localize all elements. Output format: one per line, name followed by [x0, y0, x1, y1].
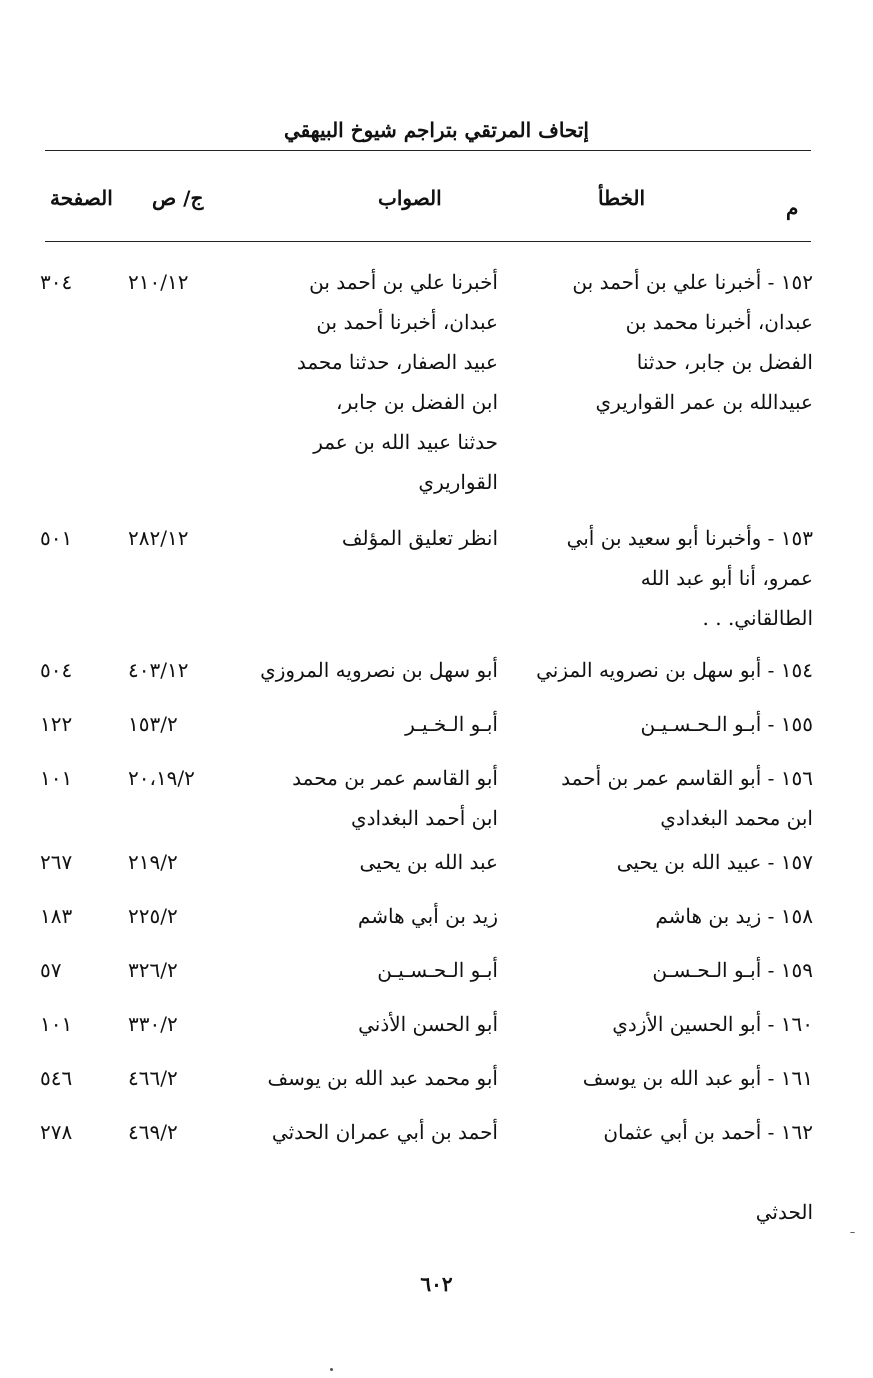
page-cell: ٣٠٤	[40, 270, 73, 294]
page-cell: ٥٠١	[40, 526, 73, 550]
page-cell: ١٨٣	[40, 904, 73, 928]
error-cell: ١٥٤ - أبو سهل بن نصرويه المزني	[536, 658, 813, 682]
page-cell: ٢٧٨	[40, 1120, 73, 1144]
error-cell: ١٦٠ - أبو الحسين الأزدي	[612, 1012, 813, 1036]
correct-cell: زيد بن أبي هاشم	[357, 904, 498, 928]
error-cell: ١٥٢ - أخبرنا علي بن أحمد بن عبدان، أخبرنا محمد بن الفضل بن جابر، حدثنا عبيدالله بن عمر القواريري	[572, 270, 813, 414]
correct-cell: أبو القاسم عمر بن محمد ابن أحمد البغدادي	[292, 766, 498, 830]
vol-page-cell: ٢٨٢/١٢	[128, 526, 189, 550]
correct-cell: أحمد بن أبي عمران الحدثي	[271, 1120, 498, 1144]
header-number: م	[786, 196, 799, 220]
vol-page-cell: ٤٠٣/١٢	[128, 658, 189, 682]
correct-cell: أبو محمد عبد الله بن يوسف	[267, 1066, 498, 1090]
top-rule	[45, 150, 811, 151]
correct-cell: انظر تعليق المؤلف	[341, 526, 498, 550]
vol-page-cell: ٤٦٦/٢	[128, 1066, 178, 1090]
vol-page-cell: ٢٠،١٩/٢	[128, 766, 195, 790]
vol-page-cell: ٢١٠/١٢	[128, 270, 189, 294]
header-page: الصفحة	[50, 186, 113, 210]
correct-cell: أخبرنا علي بن أحمد بن عبدان، أخبرنا أحمد بن عبيد الصفار، حدثنا محمد ابن الفضل بن جابر، حدثنا عبيد الله بن عمر القواريري	[296, 270, 498, 494]
vol-page-cell: ٢١٩/٢	[128, 850, 178, 874]
correct-cell: أبو سهل بن نصرويه المروزي	[260, 658, 498, 682]
page-cell: ١٠١	[40, 766, 73, 790]
error-cell: ١٦١ - أبو عبد الله بن يوسف	[582, 1066, 813, 1090]
error-cell: ١٥٧ - عبيد الله بن يحيى	[616, 850, 813, 874]
correct-cell: أبـو الـحـسـيـن	[377, 958, 498, 982]
page-cell: ٥٠٤	[40, 658, 73, 682]
correct-cell: أبـو الـخـيـر	[405, 712, 498, 736]
scan-speck	[330, 1368, 333, 1371]
running-head: إتحاف المرتقي بتراجم شيوخ البيهقي	[284, 118, 589, 142]
error-cell: ١٥٥ - أبـو الـحـسـيـن	[640, 712, 813, 736]
error-cell: ١٦٢ - أحمد بن أبي عثمان الحدثي	[603, 1120, 813, 1224]
page-cell: ١٠١	[40, 1012, 73, 1036]
vol-page-cell: ٣٢٦/٢	[128, 958, 178, 982]
header-error: الخطأ	[598, 186, 646, 210]
correct-cell: أبو الحسن الأذني	[358, 1012, 498, 1036]
error-cell: ١٥٩ - أبـو الـحـسـن	[652, 958, 813, 982]
page-cell: ١٢٢	[40, 712, 73, 736]
page-number: ٦٠٢	[420, 1272, 453, 1296]
scan-speck	[850, 1232, 855, 1233]
vol-page-cell: ٢٢٥/٢	[128, 904, 178, 928]
vol-page-cell: ٤٦٩/٢	[128, 1120, 178, 1144]
error-cell: ١٥٣ - وأخبرنا أبو سعيد بن أبي عمرو، أنا أبو عبد الله الطالقاني. . .	[566, 526, 813, 630]
vol-page-cell: ١٥٣/٢	[128, 712, 178, 736]
header-correct: الصواب	[378, 186, 442, 210]
error-cell: ١٥٨ - زيد بن هاشم	[655, 904, 813, 928]
page-cell: ٥٤٦	[40, 1066, 73, 1090]
page-cell: ٢٦٧	[40, 850, 73, 874]
correct-cell: عبد الله بن يحيى	[359, 850, 498, 874]
header-rule	[45, 241, 811, 242]
header-vol-page: ج/ ص	[152, 186, 204, 210]
page-cell: ٥٧	[40, 958, 62, 982]
vol-page-cell: ٣٣٠/٢	[128, 1012, 178, 1036]
error-cell: ١٥٦ - أبو القاسم عمر بن أحمد ابن محمد البغدادي	[561, 766, 813, 830]
